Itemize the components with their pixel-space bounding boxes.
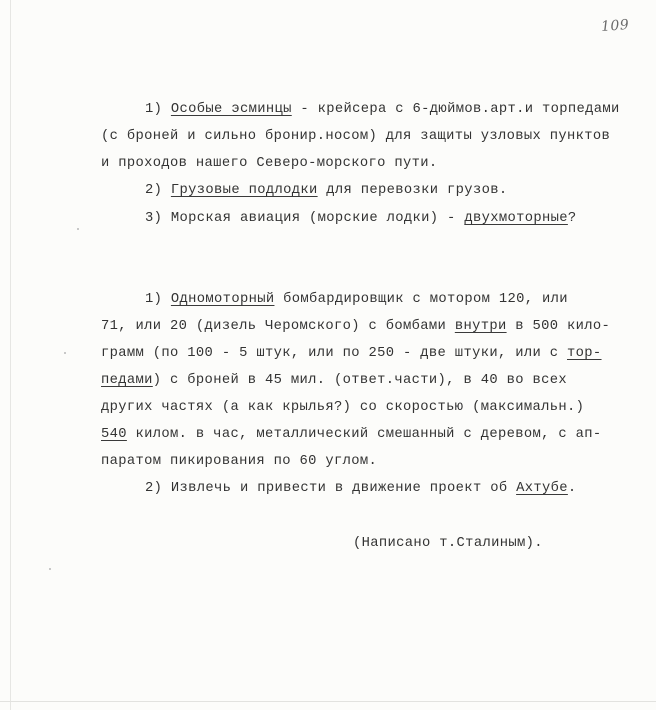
- s2-item1-line4: [101, 372, 567, 390]
- s1-item2-rest: для перевозки грузов.: [317, 183, 508, 198]
- s2-item1-line1: [145, 291, 568, 309]
- scan-speck: [64, 352, 66, 354]
- s2-item2-number: 2): [145, 481, 163, 496]
- s2-item2-line: [145, 480, 577, 498]
- s2-item1-line2-post: в 500 кило-: [506, 319, 611, 334]
- s1-item1-line2: (с броней и сильно бронир.носом) для защиты узловых пунктов: [101, 129, 611, 144]
- s1-item3-pre: Морская авиация (морские лодки) -: [170, 211, 465, 226]
- s1-item2-term: Грузовые подлодки: [170, 183, 318, 198]
- s1-item1-term: Особые эсминцы: [170, 102, 292, 117]
- s2-item1-line2-term: внутри: [454, 319, 507, 334]
- scan-speck: [77, 228, 79, 230]
- s1-item1-line3: и проходов нашего Северо-морского пути.: [101, 156, 438, 171]
- s2-item1-line5: других частях (а как крылья?) со скоростью (максимальн.): [101, 400, 585, 415]
- s1-item3-post: ?: [567, 211, 577, 226]
- s2-item1-line7: паратом пикирования по 60 углом.: [101, 454, 378, 469]
- s2-item2-post: .: [567, 481, 577, 496]
- s2-item2-term: Ахтубе: [516, 481, 568, 496]
- handwritten-page-number: 109: [600, 17, 630, 35]
- s2-item1-line3: [101, 345, 602, 363]
- s1-item1-rest: - крейсера с 6-дюймов.арт.и торпедами: [291, 102, 620, 117]
- signature-note: (Написано т.Сталиным).: [353, 536, 543, 551]
- s2-item1-line4-term: педами: [101, 373, 153, 388]
- s2-item1-line3-text: грамм (по 100 - 5 штук, или по 250 - две штуки, или с: [101, 346, 567, 361]
- s1-item3-term: двухмоторные: [464, 211, 568, 226]
- s1-item1-line1: [145, 101, 620, 119]
- s1-item1-number: 1): [145, 102, 163, 117]
- s1-item2-number: 2): [145, 183, 163, 198]
- s2-item1-line2-pre: 71, или 20 (дизель Черомского) с бомбами: [101, 319, 455, 334]
- scan-speck: [49, 568, 51, 570]
- s2-item1-line6-term: 540: [101, 427, 127, 442]
- s2-item1-line6: [101, 426, 602, 444]
- s2-item1-line4-rest: ) с броней в 45 мил. (ответ.части), в 40 во всех: [152, 373, 567, 388]
- s1-item3-number: 3): [145, 211, 163, 226]
- page-edge-left: [10, 0, 11, 710]
- s2-item1-line3-term: тор-: [567, 346, 602, 361]
- page-edge-bottom: [0, 701, 656, 702]
- s2-item2-pre: Извлечь и привести в движение проект об: [170, 481, 517, 496]
- s1-item3-line: [145, 210, 577, 228]
- s2-item1-number: 1): [145, 292, 163, 307]
- s2-item1-term: Одномоторный: [170, 292, 275, 307]
- s2-item1-rest: бомбардировщик с мотором 120, или: [274, 292, 568, 307]
- s2-item1-line6-rest: килом. в час, металлический смешанный с деревом, с ап-: [126, 427, 602, 442]
- s2-item1-line2: [101, 318, 610, 336]
- s1-item2-line: [145, 182, 507, 200]
